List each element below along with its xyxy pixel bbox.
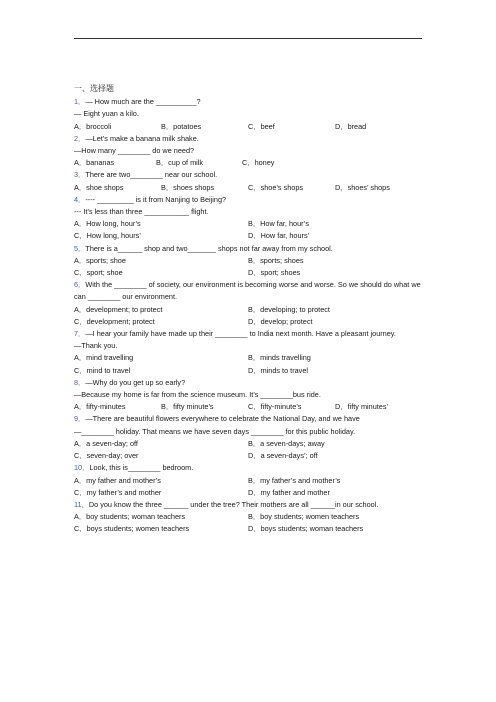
question-text: —Because my home is far from the science museum. It’s ________bus ride.	[74, 390, 321, 400]
options-row	[74, 365, 424, 377]
answer-option[interactable]: A．my father and mother’s	[74, 475, 161, 485]
options-row	[74, 316, 424, 328]
answer-option[interactable]: C．fifty-minute’s	[248, 402, 302, 412]
question-stem	[74, 413, 424, 425]
question-dialogue-line	[74, 389, 424, 401]
options-row	[74, 157, 424, 169]
question-block	[74, 279, 424, 328]
question-block	[74, 169, 424, 193]
question-text: —Why do you get up so early?	[85, 377, 186, 387]
answer-option[interactable]: A．How long, hour’s	[74, 219, 141, 229]
answer-option[interactable]: A．sports; shoe	[74, 255, 126, 265]
question-text: ---- _________ is it from Nanjing to Beijing?	[85, 194, 227, 204]
question-block	[74, 133, 424, 170]
answer-option[interactable]: C．seven-day; over	[74, 451, 139, 461]
question-stem	[74, 243, 424, 255]
answer-option[interactable]: A．fifty-minutes	[74, 402, 126, 412]
options-row	[74, 401, 424, 413]
options-row	[74, 352, 424, 364]
answer-option[interactable]: C．beef	[248, 121, 275, 131]
question-number: 6．	[74, 280, 86, 290]
answer-option[interactable]: C．mind to travel	[74, 365, 131, 375]
question-text: --- It’s less than three ___________ flight.	[74, 207, 209, 217]
answer-option[interactable]: B．shoes shops	[161, 182, 215, 192]
answer-option[interactable]: D．sport; shoes	[248, 268, 301, 278]
question-number: 5．	[74, 243, 86, 253]
answer-option[interactable]: A．broccoli	[74, 121, 112, 131]
answer-option[interactable]: A．shoe shops	[74, 182, 124, 192]
question-block	[74, 328, 424, 377]
answer-option[interactable]: A．mind travelling	[74, 353, 134, 363]
question-text: —How many ________ do we need?	[74, 146, 195, 156]
question-dialogue-line	[74, 145, 424, 157]
answer-option[interactable]: B．boy students; women teachers	[248, 512, 360, 522]
question-text: —There are beautiful flowers everywhere to celebrate the National Day, and we have	[85, 414, 360, 424]
options-row	[74, 182, 424, 194]
answer-option[interactable]: A．a seven-day; off	[74, 438, 138, 448]
question-text: —________ holiday. That means we have seven days ________ for this public holiday.	[74, 426, 356, 436]
question-stem	[74, 462, 424, 474]
question-stem	[74, 133, 424, 145]
question-number: 1．	[74, 97, 86, 107]
question-stem	[74, 279, 424, 303]
answer-option[interactable]: D．shoes’ shops	[335, 182, 390, 192]
question-block	[74, 243, 424, 280]
options-row	[74, 475, 424, 487]
question-text: Do you know the three ______ under the tree? Their mothers are all ______in our school.	[88, 499, 379, 509]
options-row	[74, 267, 424, 279]
question-stem	[74, 499, 424, 511]
answer-option[interactable]: B．How far, hour’s	[248, 219, 309, 229]
question-text: —Let’s make a banana milk shake.	[85, 133, 199, 143]
question-dialogue-line	[74, 206, 424, 218]
question-block	[74, 194, 424, 243]
answer-option[interactable]: C．How long, hours’	[74, 231, 141, 241]
question-number: 9．	[74, 414, 86, 424]
answer-option[interactable]: C．boys students; women teachers	[74, 524, 190, 534]
question-text: There is a______ shop and two_______ shops not far away from my school.	[85, 243, 333, 253]
question-number: 3．	[74, 170, 86, 180]
answer-option[interactable]: D．my father and mother	[248, 487, 330, 497]
question-text: —Thank you.	[74, 341, 118, 351]
answer-option[interactable]: B．a seven-days; away	[248, 438, 325, 448]
options-row	[74, 304, 424, 316]
answer-option[interactable]: C．my father’s and mother	[74, 487, 162, 497]
answer-option[interactable]: C．shoe’s shops	[248, 182, 304, 192]
question-number: 4．	[74, 194, 86, 204]
answer-option[interactable]: C．development; protect	[74, 316, 155, 326]
options-row	[74, 230, 424, 242]
question-text: — How much are the __________?	[85, 97, 201, 107]
question-stem	[74, 328, 424, 340]
answer-option[interactable]: B．cup of milk	[156, 158, 204, 168]
answer-option[interactable]: A．bananas	[74, 158, 115, 168]
answer-option[interactable]: D．develop; protect	[248, 316, 313, 326]
options-row	[74, 218, 424, 230]
question-text: Look, this is________ bedroom.	[89, 463, 194, 473]
answer-option[interactable]: C．sport; shoe	[74, 268, 123, 278]
question-block	[74, 377, 424, 414]
options-row	[74, 511, 424, 523]
question-number: 2．	[74, 133, 86, 143]
options-row	[74, 487, 424, 499]
answer-option[interactable]: D．a seven-days’; off	[248, 451, 318, 461]
answer-option[interactable]: B．my father’s and mother’s	[248, 475, 341, 485]
question-text: — Eight yuan a kilo.	[74, 109, 139, 119]
answer-option[interactable]: C．honey	[242, 158, 275, 168]
options-row	[74, 450, 424, 462]
answer-option[interactable]: D．minds to travel	[248, 365, 309, 375]
question-number: 8．	[74, 377, 86, 387]
options-row	[74, 523, 424, 535]
question-text: With the ________ of society, our environment is becoming worse and worse. So we should do what we can ________ our environment.	[74, 280, 421, 302]
answer-option[interactable]: B．sports; shoes	[248, 255, 304, 265]
question-dialogue-line	[74, 340, 424, 352]
question-stem	[74, 96, 424, 108]
question-number: 7．	[74, 329, 86, 339]
answer-option[interactable]: D．fifty minutes’	[335, 402, 389, 412]
answer-option[interactable]: B．potatoes	[161, 121, 202, 131]
question-sheet	[74, 83, 424, 536]
answer-option[interactable]: A．development; to protect	[74, 304, 163, 314]
question-block	[74, 96, 424, 133]
header-rule	[74, 38, 422, 39]
options-row	[74, 255, 424, 267]
answer-option[interactable]: D．bread	[335, 121, 367, 131]
question-dialogue-line	[74, 426, 424, 438]
question-block	[74, 413, 424, 462]
section-title: 一、选择题	[74, 84, 114, 93]
options-row	[74, 438, 424, 450]
answer-option[interactable]: D．boys students; woman teachers	[248, 524, 364, 534]
answer-option[interactable]: A．boy students; woman teachers	[74, 512, 186, 522]
question-number: 11．	[74, 499, 89, 509]
question-number: 10．	[74, 463, 90, 473]
question-stem	[74, 194, 424, 206]
question-stem	[74, 169, 424, 181]
answer-option[interactable]: B．minds travelling	[248, 353, 311, 363]
answer-option[interactable]: B．developing; to protect	[248, 304, 330, 314]
question-block	[74, 462, 424, 499]
question-block	[74, 499, 424, 536]
options-row	[74, 121, 424, 133]
question-dialogue-line	[74, 108, 424, 120]
question-text: —I hear your family have made up their ________ to India next month. Have a pleasant journey.	[85, 329, 396, 339]
answer-option[interactable]: B．fifty minute’s	[161, 402, 214, 412]
answer-option[interactable]: D．How far, hours’	[248, 231, 310, 241]
question-text: There are two________ near our school.	[85, 170, 218, 180]
question-stem	[74, 377, 424, 389]
